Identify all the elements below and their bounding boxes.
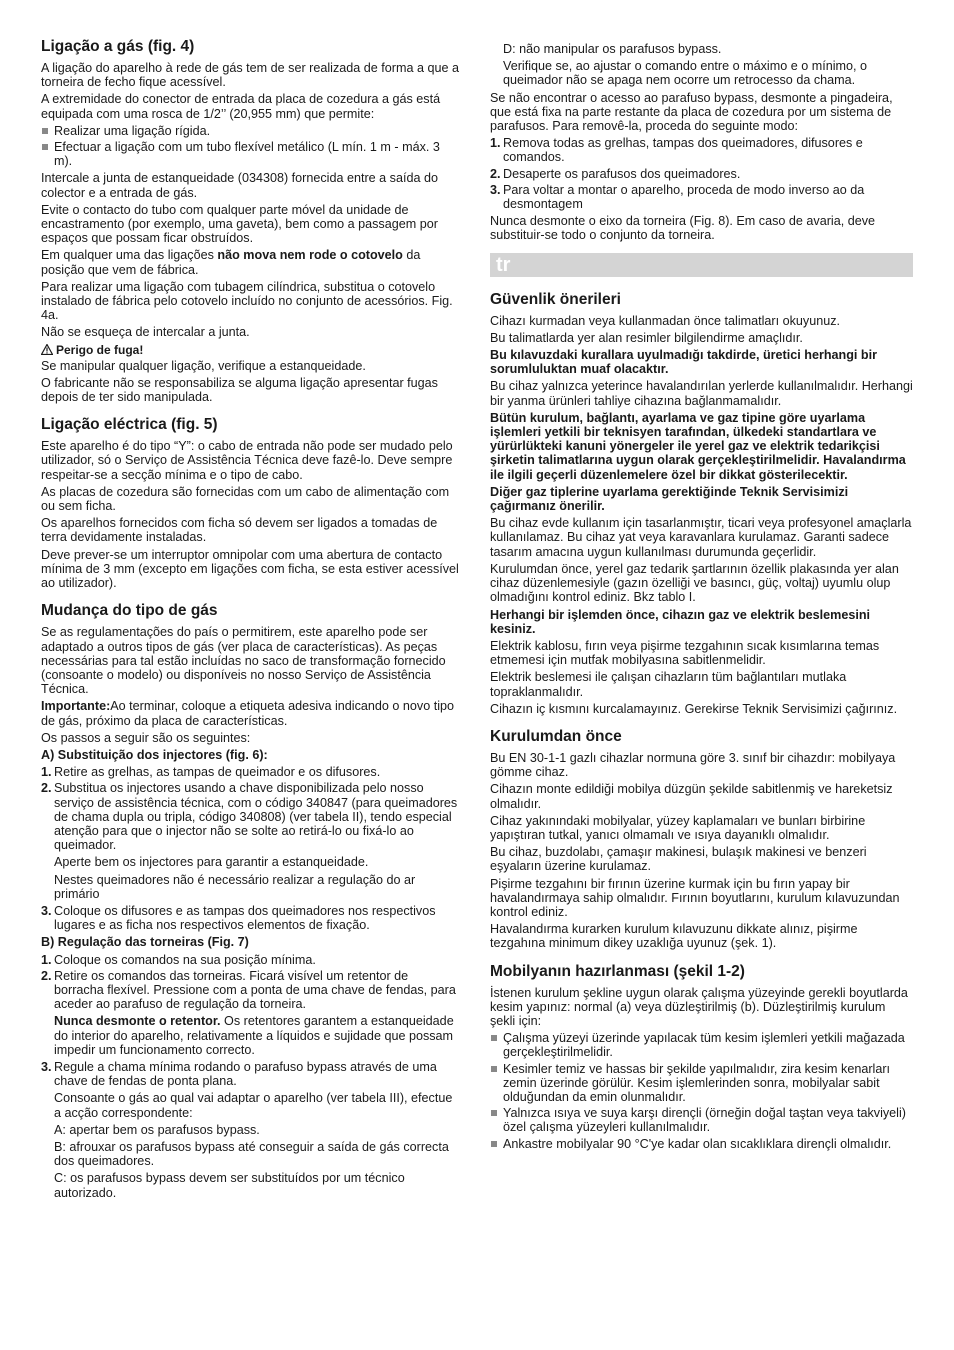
gas-connection-title: Ligação a gás (fig. 4) [41, 38, 195, 55]
paragraph: Evite o contacto do tubo com qualquer parte móvel da unidade de encastramento (por exemplo, uma gaveta), bem como a passagem por espaços que possam ficar obstruídos. [41, 202, 438, 246]
list-text: Substitua os injectores usando a chave disponibilizada pelo nosso serviço de assistência técnica, com o código 340847 (para queimadores de chama dupla ou tripla, código 340808) (ver tabela II), tendo especial atenção para que o injector não se solte ao retirá-lo ou fixá-lo ao queimador. [54, 781, 458, 853]
paragraph: Havalandırma kurarken kurulum kılavuzunu dikkate alınız, pişirme tezgahına minimum dikey uzaklığa uyunuz (şek. 1). [490, 922, 858, 951]
paragraph: A extremidade do conector de entrada da placa de cozedura a gás está equipada com uma rosca de 1/2’’ (20,955 mm) que permite: [41, 92, 441, 121]
text: Ao terminar, coloque a etiqueta adesiva indicando o novo tipo de gás, próximo da placa de características. [41, 699, 455, 728]
list-item [41, 765, 461, 779]
list-text: Coloque os comandos na sua posição mínima. [54, 952, 316, 967]
bullet-list [41, 124, 461, 169]
paragraph: İstenen kurulum şekline uygun olarak çalışma yüzeyinde gerekli boyutlarda kesim yapınız: normal (a) veya düzleştirilmiş (b). Düzleştirilmiş kurulum şekli için: [490, 985, 908, 1028]
list-text: Para voltar a montar o aparelho, proceda de modo inverso ao da desmontagem [503, 182, 865, 212]
list-text: Coloque os difusores e as tampas dos queimadores nos respectivos lugares e as ficha nos respectivos elementos de fixação. [54, 903, 436, 933]
list-item [41, 1060, 461, 1088]
bold-text: Nunca desmonte o retentor. [54, 1014, 221, 1029]
paragraph: Cihazın monte edildiği mobilya düzgün şekilde sabitlenmiş ve hareketsiz olmalıdır. [490, 782, 893, 811]
paragraph: Elektrik kablosu, fırın veya pişirme tezgahının sıcak kısımlarına temas etmemesi için mutfak mobilyasına sabitlenmelidir. [490, 638, 880, 668]
list-item [490, 167, 913, 181]
list-number: 2. [490, 166, 501, 181]
language-bar [490, 253, 913, 277]
paragraph: Não se esqueça de intercalar a junta. [41, 325, 250, 340]
list-item: Kesimler temiz ve hassas bir şekilde yapılmalıdır, zira kesim kenarları zemin üzerinde görülür. Kesim işlemlerinden sonra, mobilyalar sabit olduğundan da emin olunmalıdır. [490, 1062, 913, 1105]
numbered-list [41, 1060, 461, 1088]
numbered-list [490, 136, 913, 211]
paragraph: Bütün kurulum, bağlantı, ayarlama ve gaz tipine göre uyarlama işlemleri yetkili bir teknisyen tarafından, ülkedeki standartlara ve yürürlükteki kanuni yönergeler ile yerel gaz ve elektrik tedarikçisi şirketin talimatlarına uygun olarak gerçekleştirilmelidir. Havalandırma ile ilgili geçerli düzenlemelere özel bir dikkat gösterilecektir. [490, 410, 906, 482]
paragraph: Nunca desmonte o eixo da torneira (Fig. 8). Em caso de avaria, deve substituir-se todo o conjunto da torneira. [490, 214, 876, 243]
paragraph: Cihazı kurmadan veya kullanmadan önce talimatları okuyunuz. [490, 313, 841, 328]
text: da posição que vem de fábrica. [41, 248, 421, 277]
list-item: Çalışma yüzeyi üzerinde yapılacak tüm kesim işlemleri yetkili mağazada gerçekleştirilmelidir. [490, 1031, 913, 1059]
text: Os retentores garantem a estanqueidade do interior do aparelho, relativamente a líquidos e sujidade que possam impedir um funcionamento correcto. [54, 1014, 454, 1057]
paragraph: Bu kılavuzdaki kurallara uyulmadığı takdirde, üretici herhangi bir sorumluluktan muaf olacaktır. [490, 348, 878, 377]
list-number: 3. [490, 182, 501, 197]
paragraph: Pişirme tezgahını bir fırının üzerine kurmak için bu fırın yapay bir havalandırmaya sahip olmalıdır. Fırının boyutlarını, kurulum kılavuzundan kontrol ediniz. [490, 876, 900, 919]
list-item [41, 781, 461, 852]
paragraph [41, 699, 461, 727]
bold-text: Importante: [41, 699, 111, 714]
paragraph: A: apertar bem os parafusos bypass. [54, 1122, 260, 1137]
paragraph: Este aparelho é do tipo “Y”: o cabo de entrada não pode ser mudado pelo utilizador, só o Serviço de Assistência Técnica deve fazê-lo. Deve sempre respeitar-se a secção mínima e o tipo de cabo. [41, 439, 453, 482]
electrical-connection-title: Ligação eléctrica (fig. 5) [41, 416, 218, 434]
warning-title: Perigo de fuga! [56, 342, 144, 357]
paragraph: Verifique se, ao ajustar o comando entre o máximo e o mínimo, o queimador não se apaga nem ocorre um retrocesso da chama. [503, 59, 868, 88]
list-text: Remova todas as grelhas, tampas dos queimadores, difusores e comandos. [503, 136, 863, 165]
list-number: 2. [41, 781, 52, 796]
before-installation-title: Kurulumdan önce [490, 727, 622, 745]
paragraph: O fabricante não se responsabiliza se alguma ligação apresentar fugas depois de ter sido manipulada. [41, 375, 438, 405]
subsection-title: A) Substituição dos injectores (fig. 6): [41, 747, 268, 762]
list-item [41, 953, 461, 967]
paragraph: Kurulumdan önce, yerel gaz tedarik şartlarının özellik plakasında yer alan cihaz düzenlemesiyle (gazın özelliği ve basıncı, güç, voltaj) uyumlu olup olmadığını kontrol ediniz. Bkz tablo I. [490, 561, 899, 605]
gas-type-change-title: Mudança do tipo de gás [41, 602, 218, 620]
list-item [490, 136, 913, 164]
list-number: 1. [41, 952, 52, 967]
paragraph: Cihaz yakınındaki mobilyalar, yüzey kaplamaları ve bunları birbirine yapıştıran tutkal, yanıcı olmamalı ve ısıya dayanıklı olmalıdır. [490, 813, 866, 842]
subsection-title: B) Regulação das torneiras (Fig. 7) [41, 935, 249, 950]
list-number: 1. [41, 765, 52, 780]
warning-triangle-icon [41, 344, 53, 355]
paragraph: Consoante o gás ao qual vai adaptar o aparelho (ver tabela III), efectue a acção correspondente: [54, 1091, 453, 1120]
paragraph: Se não encontrar o acesso ao parafuso bypass, desmonte a pingadeira, que está fixa na parte restante da placa de cozedura por um sistema de parafusos. Para removê-la, proceda do seguinte modo: [490, 90, 893, 134]
left-column [41, 38, 461, 1203]
list-item: Yalnızca ısıya ve suya karşı dirençli (örneğin doğal taştan veya takviyeli) özel çalışma yüzeyleri kullanılmalıdır. [490, 1106, 913, 1134]
list-text: Desaperte os parafusos dos queimadores. [503, 166, 741, 181]
paragraph: Bu cihaz, buzdolabı, çamaşır makinesi, bulaşık makinesi ve benzeri eşyaların üzerine kurulamaz. [490, 845, 867, 874]
paragraph: Se manipular qualquer ligação, verifique a estanqueidade. [41, 358, 366, 373]
paragraph: Intercale a junta de estanqueidade (034308) fornecida entre a saída do colector e a entrada de gás. [41, 171, 438, 200]
paragraph: As placas de cozedura são fornecidas com um cabo de alimentação com ou sem ficha. [41, 484, 450, 514]
paragraph: C: os parafusos bypass devem ser substituídos por um técnico autorizado. [54, 1171, 405, 1200]
list-number: 3. [41, 903, 52, 918]
safety-title: Güvenlik önerileri [490, 290, 621, 308]
bold-text: não mova nem rode o cotovelo [217, 248, 403, 263]
list-number: 1. [490, 136, 501, 151]
text: Em qualquer uma das ligações [41, 248, 218, 263]
paragraph: A ligação do aparelho à rede de gás tem de ser realizada de forma a que a torneira de fecho fique acessível. [41, 61, 459, 90]
list-text: Retire os comandos das torneiras. Ficará visível um retentor de borracha flexível. Pressione com a ponta de uma chave de fendas, para aceder ao parafuso de regulação da torneira. [54, 968, 456, 1012]
paragraph: Diğer gaz tiplerine uyarlama gerektiğinde Teknik Servisimizi çağırmanız önerilir. [490, 484, 849, 514]
paragraph: Nestes queimadores não é necessário realizar a regulação do ar primário [54, 872, 416, 901]
paragraph: Cihazın iç kısmını kurcalamayınız. Gerekirse Teknik Servisimizi çağırınız. [490, 701, 898, 716]
furniture-preparation-title: Mobilyanın hazırlanması (şekil 1-2) [490, 962, 745, 980]
paragraph: Deve prever-se um interruptor omnipolar com uma abertura de contacto mínima de 3 mm (excepto em ligações com ficha, se esta estiver acessível ao utilizador). [41, 547, 459, 591]
numbered-list [41, 765, 461, 852]
list-text: Retire as grelhas, as tampas de queimador e os difusores. [54, 765, 381, 780]
list-item [41, 904, 461, 932]
language-code: tr [496, 253, 511, 276]
paragraph: Bu talimatlarda yer alan resimler bilgilendirme amaçlıdır. [490, 330, 803, 345]
warning-heading [41, 343, 461, 357]
bullet-list [490, 1031, 913, 1151]
list-text: Regule a chama mínima rodando o parafuso bypass através de uma chave de fendas de ponta plana. [54, 1059, 437, 1089]
paragraph: Se as regulamentações do país o permitirem, este aparelho pode ser adaptado a outros tipos de gás (ver placa de características). As peças necessárias para tal estão incluídas no saco de transformação fornecido (consoante o modelo) ou disponíveis no nosso Serviço de Assistência Técnica. [41, 625, 446, 697]
paragraph: Herhangi bir işlemden önce, cihazın gaz ve elektrik beslemesini kesiniz. [490, 607, 871, 636]
paragraph: Os passos a seguir são os seguintes: [41, 730, 251, 745]
right-column [490, 42, 913, 1154]
list-item [41, 969, 461, 1012]
paragraph: D: não manipular os parafusos bypass. [503, 42, 722, 56]
numbered-list [41, 904, 461, 932]
paragraph: Aperte bem os injectores para garantir a estanqueidade. [54, 855, 369, 870]
paragraph: Os aparelhos fornecidos com ficha só devem ser ligados a tomadas de terra devidamente instaladas. [41, 516, 438, 545]
list-number: 3. [41, 1059, 52, 1074]
paragraph: Bu cihaz yalnızca yeterince havalandırılan yerlerde kullanılmalıdır. Herhangi bir yanma ürünleri tahliye cihazına bağlanmamalıdır. [490, 379, 913, 408]
list-item: Ankastre mobilyalar 90 °C'ye kadar olan sıcaklıklara dirençli olmalıdır. [490, 1137, 913, 1151]
paragraph: Bu cihaz evde kullanım için tasarlanmıştır, ticari veya profesyonel amaçlarla kullanılamaz. Bu cihaz yat veya karavanlara kurulamaz. Garanti sadece tasarım amacına uygun kullanılması durumunda geçerlidir. [490, 516, 912, 559]
list-item: Realizar uma ligação rígida. [41, 124, 461, 138]
paragraph: B: afrouxar os parafusos bypass até conseguir a saída de gás correcta dos queimadores. [54, 1140, 449, 1169]
list-item: Efectuar a ligação com um tubo flexível metálico (L mín. 1 m - máx. 3 m). [41, 140, 461, 168]
paragraph [41, 248, 461, 276]
paragraph: Bu EN 30-1-1 gazlı cihazlar normuna göre 3. sınıf bir cihazdır: mobilyaya gömme cihaz. [490, 750, 896, 780]
paragraph: Para realizar uma ligação com tubagem cilíndrica, substitua o cotovelo instalado de fábrica pelo cotovelo incluído no conjunto de acessórios. Fig. 4a. [41, 279, 453, 323]
paragraph: Elektrik beslemesi ile çalışan cihazların tüm bağlantıları mutlaka topraklanmalıdır. [490, 670, 847, 699]
list-item [490, 183, 913, 211]
numbered-list [41, 953, 461, 1012]
paragraph [41, 1014, 461, 1057]
list-number: 2. [41, 968, 52, 983]
